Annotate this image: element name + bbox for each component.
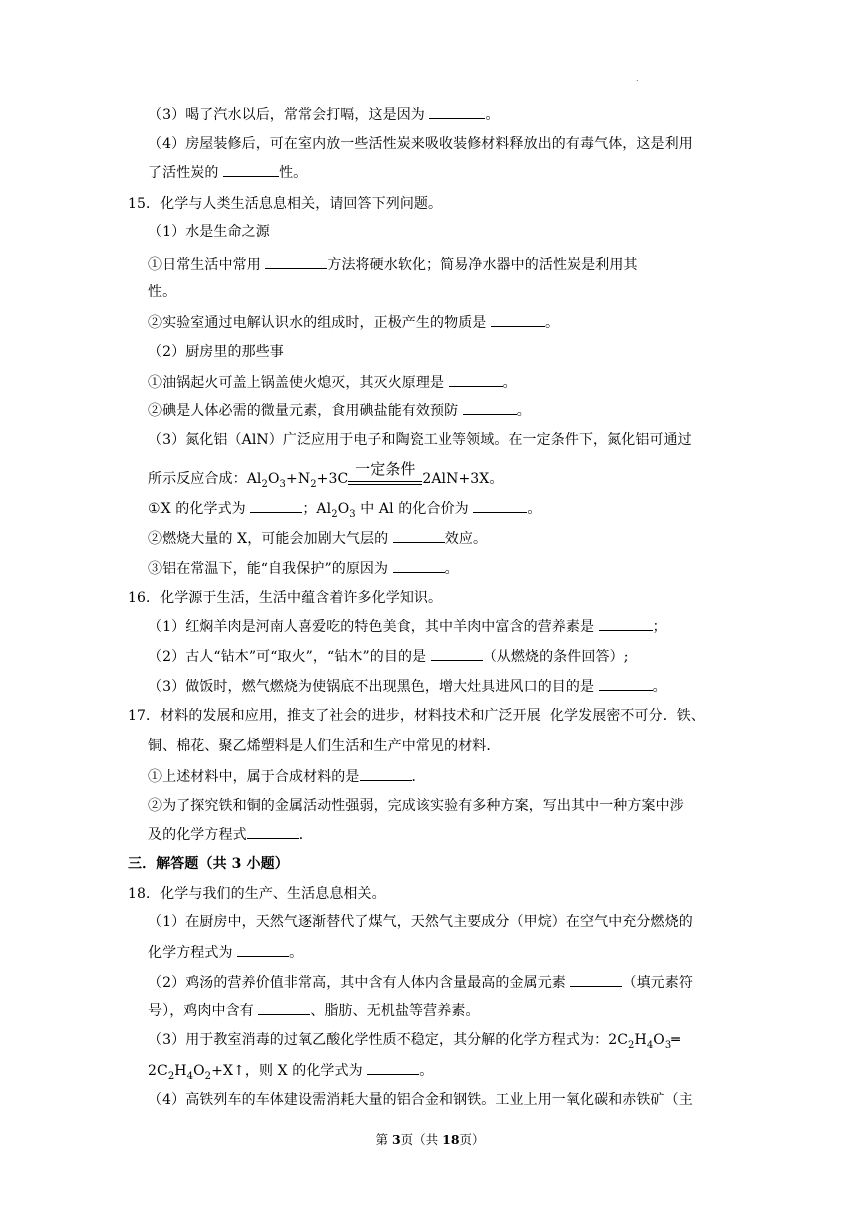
- question-16: 16．化学源于生活，生活中蕴含着许多化学知识。: [128, 590, 443, 606]
- question-18: 18．化学与我们的生产、生活息息相关。: [128, 886, 386, 902]
- text-line: （2）厨房里的那些事: [148, 344, 284, 360]
- text-line: （4）房屋装修后，可在室内放一些活性炭来吸收装修材料释放出的有毒气体，这是利用: [148, 136, 693, 152]
- text-line: 铜、棉花、聚乙烯塑料是人们生活和生产中常见的材料．: [148, 738, 501, 754]
- text-line: （4）高铁列车的车体建设需消耗大量的铝合金和钢铁。工业上用一氧化碳和赤铁矿（主: [148, 1092, 693, 1108]
- text-line: （3）用于教室消毒的过氧乙酸化学性质不稳定，其分解的化学方程式为：$2C_2H_4O_3═$: [148, 1032, 680, 1051]
- reaction-equation: 所示反应合成：$Al_2O_3+N_2+3C$一定条件2AlN+3X。: [148, 460, 504, 490]
- text-line: ①上述材料中，属于合成材料的是 ．: [148, 766, 426, 786]
- header-dot: .: [636, 74, 639, 83]
- text-line: （2）古人“钻木”可“取火”，“钻木”的目的是 （从燃烧的条件回答）;: [148, 646, 629, 666]
- text-line: （1）红焖羊肉是河南人喜爱吃的特色美食，其中羊肉中富含的营养素是 ；: [148, 616, 667, 636]
- section-heading: 三．解答题（共 3 小题）: [128, 856, 289, 872]
- text-line: （1）在厨房中，天然气逐渐替代了煤气，天然气主要成分（甲烷）在空气中充分燃烧的: [148, 914, 693, 930]
- page-footer: 第 3页（共 18页）: [375, 1132, 485, 1147]
- text-line: 性。: [148, 284, 177, 300]
- text-line: （3）做饭时，燃气燃烧为使锅底不出现黑色，增大灶具进风口的目的是 。: [148, 676, 667, 696]
- text-line: ①日常生活中常用 方法将硬水软化；简易净水器中的活性炭是利用其: [148, 254, 638, 274]
- text-line: 了活性炭的 性。: [148, 162, 307, 182]
- text-line: ②燃烧大量的 X，可能会加剧大气层的 效应。: [148, 528, 487, 548]
- text-line: ①油锅起火可盖上锅盖使火熄灭，其灭火原理是 。: [148, 372, 517, 392]
- text-line: ①X 的化学式为 ；$Al_2O_3$ 中 Al 的化合价为 。: [148, 498, 541, 518]
- text-line: ③铝在常温下，能“自我保护”的原因为 。: [148, 558, 459, 578]
- text-line: 化学方程式为 。: [148, 942, 303, 962]
- text-line: 号），鸡肉中含有 、脂肪、无机盐等营养素。: [148, 1000, 480, 1020]
- question-15: 15．化学与人类生活息息相关，请回答下列问题。: [128, 196, 443, 212]
- text-line: 及的化学方程式 ．: [148, 824, 313, 844]
- text-line: ②实验室通过电解认识水的组成时，正极产生的物质是 。: [148, 312, 559, 332]
- text-line: （1）水是生命之源: [148, 224, 270, 240]
- text-line: ②碘是人体必需的微量元素，食用碘盐能有效预防 。: [148, 400, 531, 420]
- text-line: ②为了探究铁和铜的金属活动性强弱，完成该实验有多种方案，写出其中一种方案中涉: [148, 798, 684, 814]
- text-line: （2）鸡汤的营养价值非常高，其中含有人体内含量最高的金属元素 （填元素符: [148, 972, 693, 992]
- text-line: $2C_2H_4O_2+X↑$，则 X 的化学式为 。: [148, 1060, 433, 1080]
- text-line: （3）氮化铝（AlN）广泛应用于电子和陶瓷工业等领域。在一定条件下，氮化铝可通过: [148, 432, 692, 448]
- question-17: 17．材料的发展和应用，推支了社会的进步，材料技术和广泛开展 化学发展密不可分．铁、: [128, 708, 706, 724]
- reaction-condition: 一定条件: [348, 459, 422, 479]
- text-line: （3）喝了汽水以后，常常会打嗝，这是因为 。: [148, 104, 500, 124]
